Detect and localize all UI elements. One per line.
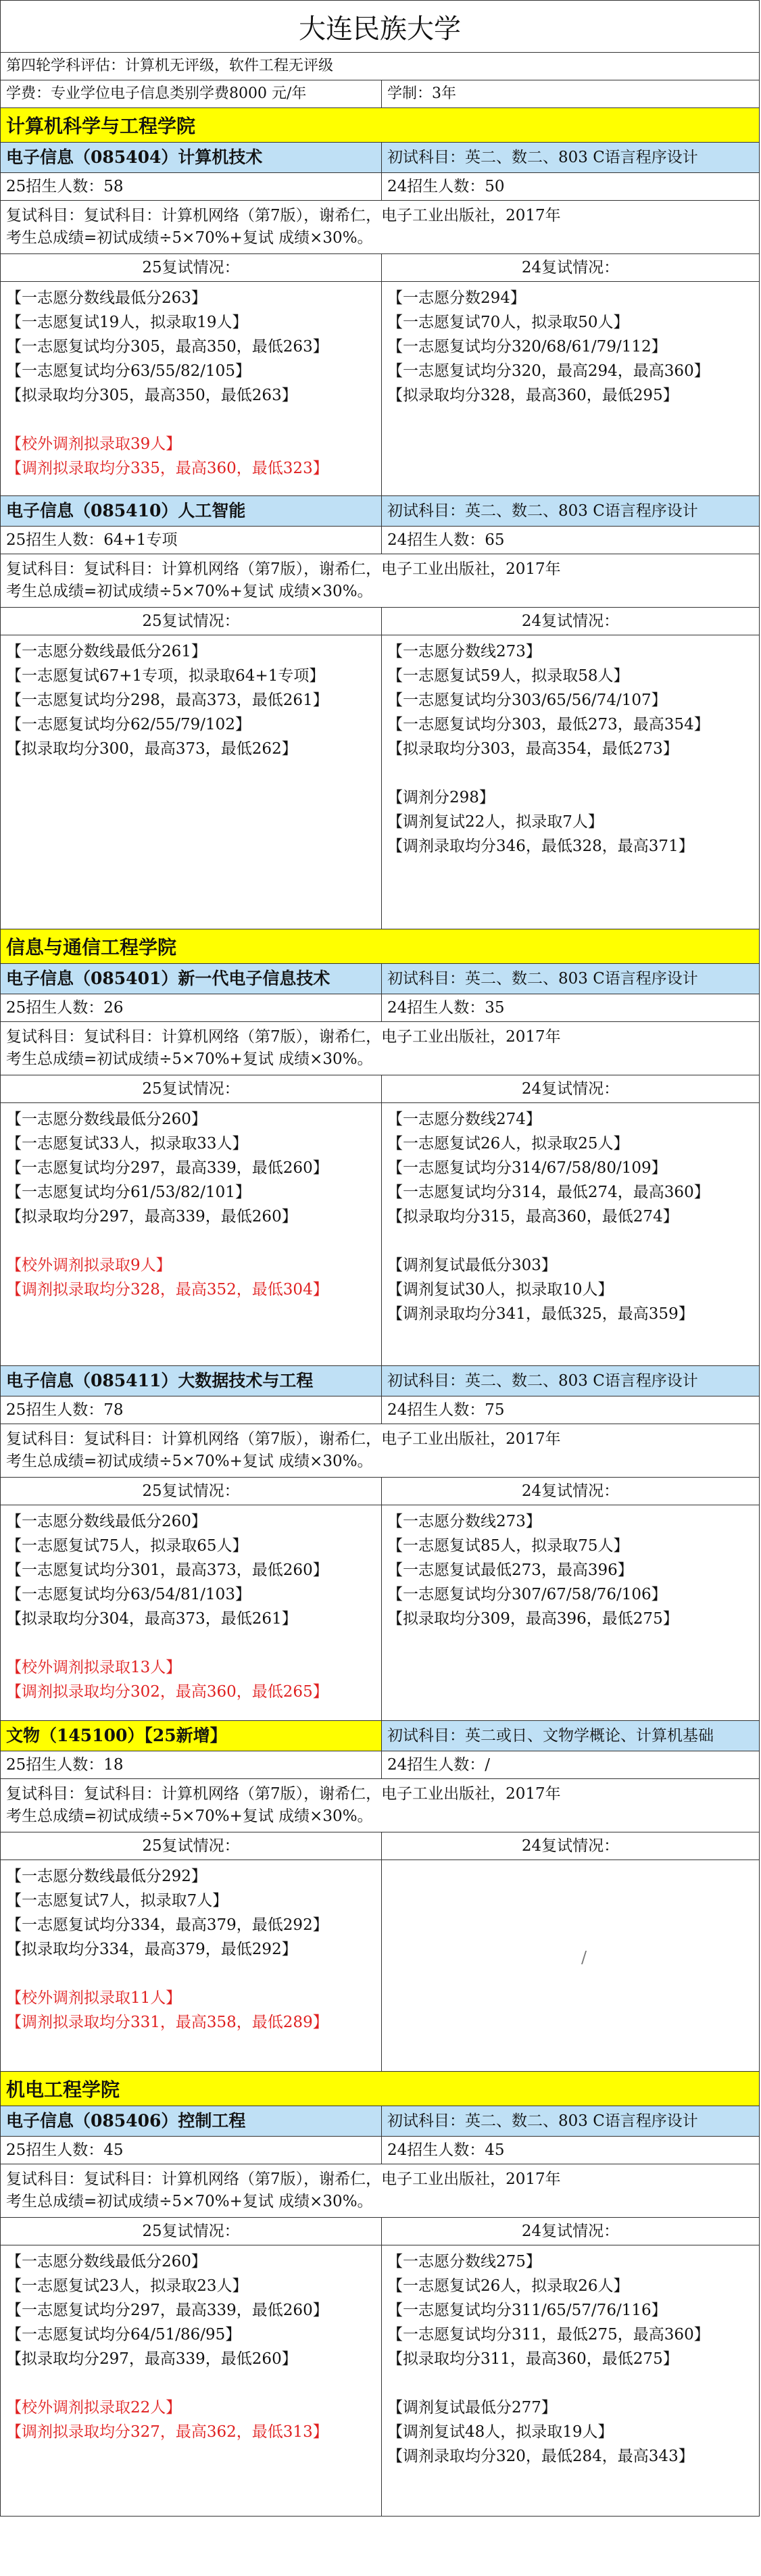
university-title: 大连民族大学 xyxy=(1,1,759,53)
stats-row xyxy=(1,2245,759,2516)
stat-line: 【一志愿分数294】 xyxy=(387,289,526,307)
enroll-2024: 24招生人数：75 xyxy=(387,1401,505,1419)
stat-line-adjust: 【调剂拟录取均分327，最高362，最低313】 xyxy=(6,2423,328,2441)
retest-subject: 复试科目：复试科目：计算机网络（第7版），谢希仁，电子工业出版社，2017年 xyxy=(6,1430,561,1448)
enroll-2025: 25招生人数：78 xyxy=(1,1396,382,1424)
enroll-2024: 24招生人数：65 xyxy=(387,531,505,549)
stat-line: 【一志愿复试均分301，最高373，最低260】 xyxy=(6,1561,328,1579)
stat-line: 【一志愿分数线最低分260】 xyxy=(6,1111,207,1128)
stat-line: 【调剂分298】 xyxy=(387,789,495,806)
score-formula: 考生总成绩=初试成绩÷5×70%+复试 成绩×30%。 xyxy=(6,583,373,600)
retest-subject: 复试科目：复试科目：计算机网络（第7版），谢希仁，电子工业出版社，2017年 xyxy=(6,2170,561,2188)
exam-subjects: 初试科目：英二、数二、803 C语言程序设计 xyxy=(387,1372,698,1390)
stat-line: 【一志愿复试均分311/65/57/76/116】 xyxy=(387,2302,667,2319)
stats-2024 xyxy=(382,1860,759,2071)
heading-2025: 25复试情况： xyxy=(1,1832,382,1860)
stats-2025 xyxy=(1,635,382,929)
stat-line: 【一志愿复试均分297，最高339，最低260】 xyxy=(6,2302,328,2319)
stats-2024 xyxy=(382,2245,759,2516)
stat-line: 【一志愿复试均分314，最低274，最高360】 xyxy=(387,1184,710,1201)
stat-line: 【调剂复试最低分303】 xyxy=(387,1257,557,1274)
stat-line: 【一志愿复试75人，拟录取65人】 xyxy=(6,1537,248,1555)
stat-line: 【一志愿复试33人，拟录取33人】 xyxy=(6,1135,248,1152)
stat-line: 【一志愿复试均分298，最高373，最低261】 xyxy=(6,691,328,709)
exam-subjects: 初试科目：英二、数二、803 C语言程序设计 xyxy=(387,502,698,520)
stat-line-adjust: 【校外调剂拟录取22人】 xyxy=(6,2399,182,2416)
enroll-2025: 25招生人数：45 xyxy=(1,2137,382,2164)
stat-line: 【一志愿分数线最低分261】 xyxy=(6,643,207,660)
enroll-row xyxy=(1,527,759,554)
eval-row xyxy=(1,53,759,80)
stats-2024 xyxy=(382,1505,759,1720)
stat-line-adjust: 【调剂拟录取均分302，最高360，最低265】 xyxy=(6,1683,328,1701)
stat-line: 【调剂复试最低分277】 xyxy=(387,2399,557,2416)
stat-line: 【一志愿复试26人，拟录取25人】 xyxy=(387,1135,629,1152)
enroll-row xyxy=(1,1396,759,1424)
stat-line-adjust: 【调剂拟录取均分328，最高352，最低304】 xyxy=(6,1281,328,1298)
major-name: 电子信息（085411）大数据技术与工程 xyxy=(1,1366,382,1396)
major-header xyxy=(1,143,759,173)
major-name: 电子信息（085404）计算机技术 xyxy=(1,143,382,172)
major-header xyxy=(1,964,759,994)
heading-2024: 24复试情况： xyxy=(521,1080,620,1098)
stats-row xyxy=(1,1505,759,1721)
score-formula: 考生总成绩=初试成绩÷5×70%+复试 成绩×30%。 xyxy=(6,1050,373,1068)
stat-line: 【一志愿复试7人，拟录取7人】 xyxy=(6,1892,228,1910)
heading-2025: 25复试情况： xyxy=(1,608,382,635)
enroll-2024: 24招生人数：/ xyxy=(387,1756,491,1774)
stat-line: 【一志愿复试59人，拟录取58人】 xyxy=(387,667,629,685)
stat-line: 【一志愿复试26人，拟录取26人】 xyxy=(387,2277,629,2295)
heading-2024: 24复试情况： xyxy=(521,1837,620,1855)
enroll-2025: 25招生人数：64+1专项 xyxy=(1,527,382,554)
stat-line: 【拟录取均分315，最高360，最低274】 xyxy=(387,1208,679,1225)
stats-row xyxy=(1,282,759,496)
stat-line: 【一志愿复试均分62/55/79/102】 xyxy=(6,716,251,733)
enroll-2024: 24招生人数：50 xyxy=(387,178,505,195)
retest-subject: 复试科目：复试科目：计算机网络（第7版），谢希仁，电子工业出版社，2017年 xyxy=(6,1028,561,1046)
stat-line: 【调剂复试22人，拟录取7人】 xyxy=(387,813,604,831)
major-name: 文物（145100）【25新增】 xyxy=(1,1721,382,1751)
stat-line: 【调剂录取均分346，最低328，最高371】 xyxy=(387,837,694,855)
score-formula: 考生总成绩=初试成绩÷5×70%+复试 成绩×30%。 xyxy=(6,1807,373,1825)
stat-line: 【一志愿分数线273】 xyxy=(387,1513,541,1530)
major-header xyxy=(1,496,759,527)
retest-subject: 复试科目：复试科目：计算机网络（第7版），谢希仁，电子工业出版社，2017年 xyxy=(6,207,561,224)
retest-info xyxy=(1,554,759,608)
stat-line: 【一志愿复试均分297，最高339，最低260】 xyxy=(6,1159,328,1177)
enroll-row xyxy=(1,994,759,1022)
stat-line: 【一志愿复试均分305，最高350，最低263】 xyxy=(6,338,328,356)
enroll-2025: 25招生人数：58 xyxy=(1,173,382,200)
stats-2024 xyxy=(382,282,759,495)
stat-line: 【一志愿分数线最低分263】 xyxy=(6,289,207,307)
enroll-2024: 24招生人数：45 xyxy=(387,2141,505,2159)
retest-info xyxy=(1,1779,759,1832)
stat-line: 【一志愿复试均分61/53/82/101】 xyxy=(6,1184,251,1201)
stat-line: 【一志愿复试均分320，最高294，最高360】 xyxy=(387,362,710,380)
stats-2025 xyxy=(1,1860,382,2071)
heading-2024: 24复试情况： xyxy=(521,1482,620,1500)
stat-heading-row xyxy=(1,2218,759,2245)
stat-line-adjust: 【调剂拟录取均分331，最高358，最低289】 xyxy=(6,2014,328,2031)
stat-line: 【一志愿复试最低273，最高396】 xyxy=(387,1561,633,1579)
stat-line: 【拟录取均分297，最高339，最低260】 xyxy=(6,2350,297,2368)
stat-line: 【一志愿复试均分303，最低273，最高354】 xyxy=(387,716,710,733)
major-header xyxy=(1,2106,759,2137)
stat-line: 【一志愿复试85人，拟录取75人】 xyxy=(387,1537,629,1555)
heading-2024: 24复试情况： xyxy=(521,2222,620,2240)
stat-line: 【一志愿分数线最低分260】 xyxy=(6,1513,207,1530)
retest-info xyxy=(1,1424,759,1478)
stat-line: 【一志愿复试均分334，最高379，最低292】 xyxy=(6,1916,328,1934)
stats-2024 xyxy=(382,635,759,929)
stat-line: 【调剂复试48人，拟录取19人】 xyxy=(387,2423,614,2441)
college-header: 信息与通信工程学院 xyxy=(1,929,759,964)
stat-line: 【拟录取均分309，最高396，最低275】 xyxy=(387,1610,679,1628)
stat-line: 【一志愿复试70人，拟录取50人】 xyxy=(387,314,629,331)
stat-line: 【调剂复试30人，拟录取10人】 xyxy=(387,1281,614,1298)
stat-line: 【一志愿复试均分314/67/58/80/109】 xyxy=(387,1159,667,1177)
exam-subjects: 初试科目：英二、数二、803 C语言程序设计 xyxy=(387,149,698,166)
stats-row xyxy=(1,1860,759,2072)
stat-line: 【一志愿复试均分63/54/81/103】 xyxy=(6,1586,251,1603)
no-data-mark: / xyxy=(581,1948,587,1967)
stat-line: 【一志愿复试19人，拟录取19人】 xyxy=(6,314,248,331)
stat-line: 【一志愿复试均分320/68/61/79/112】 xyxy=(387,338,667,356)
enroll-2024: 24招生人数：35 xyxy=(387,999,505,1017)
stat-line-adjust: 【校外调剂拟录取39人】 xyxy=(6,435,182,453)
heading-2025: 25复试情况： xyxy=(1,1075,382,1102)
stat-line: 【一志愿复试23人，拟录取23人】 xyxy=(6,2277,248,2295)
enroll-2025: 25招生人数：18 xyxy=(1,1751,382,1778)
stat-line: 【一志愿分数线275】 xyxy=(387,2253,541,2270)
stat-line: 【拟录取均分311，最高360，最低275】 xyxy=(387,2350,679,2368)
stat-heading-row xyxy=(1,254,759,282)
stat-line: 【一志愿分数线最低分292】 xyxy=(6,1868,207,1885)
exam-subjects: 初试科目：英二、数二、803 C语言程序设计 xyxy=(387,2112,698,2130)
enroll-row xyxy=(1,1751,759,1779)
tuition-fee: 学费：专业学位电子信息类别学费8000 元/年 xyxy=(1,80,382,107)
stat-line: 【拟录取均分297，最高339，最低260】 xyxy=(6,1208,297,1225)
stat-heading-row xyxy=(1,1075,759,1103)
discipline-evaluation: 第四轮学科评估：计算机无评级，软件工程无评级 xyxy=(6,57,334,74)
stats-2025 xyxy=(1,2245,382,2516)
exam-subjects: 初试科目：英二或日、文物学概论、计算机基础 xyxy=(382,1721,759,1751)
score-formula: 考生总成绩=初试成绩÷5×70%+复试 成绩×30%。 xyxy=(6,229,373,247)
fee-row xyxy=(1,80,759,108)
stat-heading-row xyxy=(1,1478,759,1505)
stat-line: 【一志愿复试67+1专项，拟录取64+1专项】 xyxy=(6,667,325,685)
major-header xyxy=(1,1721,759,1751)
heading-2024: 24复试情况： xyxy=(521,612,620,630)
major-name: 电子信息（085406）控制工程 xyxy=(1,2106,382,2136)
enroll-2025: 25招生人数：26 xyxy=(1,994,382,1021)
stat-heading-row xyxy=(1,608,759,635)
major-name: 电子信息（085401）新一代电子信息技术 xyxy=(1,964,382,994)
stat-line: 【调剂录取均分341，最低325，最高359】 xyxy=(387,1305,694,1323)
score-formula: 考生总成绩=初试成绩÷5×70%+复试 成绩×30%。 xyxy=(6,1453,373,1470)
exam-subjects: 初试科目：英二、数二、803 C语言程序设计 xyxy=(387,970,698,988)
stat-line: 【拟录取均分304，最高373，最低261】 xyxy=(6,1610,297,1628)
retest-subject: 复试科目：复试科目：计算机网络（第7版），谢希仁，电子工业出版社，2017年 xyxy=(6,560,561,578)
stats-row xyxy=(1,635,759,929)
retest-info xyxy=(1,2164,759,2218)
stat-line: 【一志愿复试均分311，最低275，最高360】 xyxy=(387,2326,710,2343)
stat-line-adjust: 【校外调剂拟录取11人】 xyxy=(6,1989,182,2007)
stat-line: 【一志愿复试均分303/65/56/74/107】 xyxy=(387,691,667,709)
retest-info xyxy=(1,201,759,254)
stat-line: 【一志愿复试均分64/51/86/95】 xyxy=(6,2326,241,2343)
stat-line-adjust: 【校外调剂拟录取13人】 xyxy=(6,1659,182,1676)
enroll-row xyxy=(1,173,759,201)
stat-line: 【调剂录取均分320，最低284，最高343】 xyxy=(387,2448,694,2465)
stat-line: 【拟录取均分300，最高373，最低262】 xyxy=(6,740,297,758)
stats-2025 xyxy=(1,1505,382,1720)
stats-2024 xyxy=(382,1103,759,1365)
heading-2025: 25复试情况： xyxy=(1,254,382,281)
stat-line: 【拟录取均分305，最高350，最低263】 xyxy=(6,387,297,404)
stats-2025 xyxy=(1,1103,382,1365)
stat-line: 【一志愿分数线274】 xyxy=(387,1111,541,1128)
major-header xyxy=(1,1366,759,1396)
score-formula: 考生总成绩=初试成绩÷5×70%+复试 成绩×30%。 xyxy=(6,2193,373,2210)
heading-2025: 25复试情况： xyxy=(1,2218,382,2245)
stat-line: 【一志愿复试均分63/55/82/105】 xyxy=(6,362,251,380)
stat-line: 【一志愿分数线273】 xyxy=(387,643,541,660)
college-header: 计算机科学与工程学院 xyxy=(1,108,759,143)
study-duration: 学制：3年 xyxy=(387,85,456,102)
stat-line-adjust: 【校外调剂拟录取9人】 xyxy=(6,1257,172,1274)
stat-line: 【一志愿复试均分307/67/58/76/106】 xyxy=(387,1586,667,1603)
heading-2025: 25复试情况： xyxy=(1,1478,382,1505)
enroll-row xyxy=(1,2137,759,2164)
major-name: 电子信息（085410）人工智能 xyxy=(1,496,382,526)
stat-line-adjust: 【调剂拟录取均分335，最高360，最低323】 xyxy=(6,460,328,477)
stat-line: 【拟录取均分328，最高360，最低295】 xyxy=(387,387,679,404)
retest-subject: 复试科目：复试科目：计算机网络（第7版），谢希仁，电子工业出版社，2017年 xyxy=(6,1785,561,1803)
heading-2024: 24复试情况： xyxy=(521,259,620,276)
stat-line: 【一志愿分数线最低分260】 xyxy=(6,2253,207,2270)
college-header: 机电工程学院 xyxy=(1,2072,759,2106)
retest-info xyxy=(1,1022,759,1075)
stat-line: 【拟录取均分334，最高379，最低292】 xyxy=(6,1941,297,1958)
stat-heading-row xyxy=(1,1832,759,1860)
stats-2025 xyxy=(1,282,382,495)
stats-row xyxy=(1,1103,759,1366)
stat-line: 【拟录取均分303，最高354，最低273】 xyxy=(387,740,679,758)
